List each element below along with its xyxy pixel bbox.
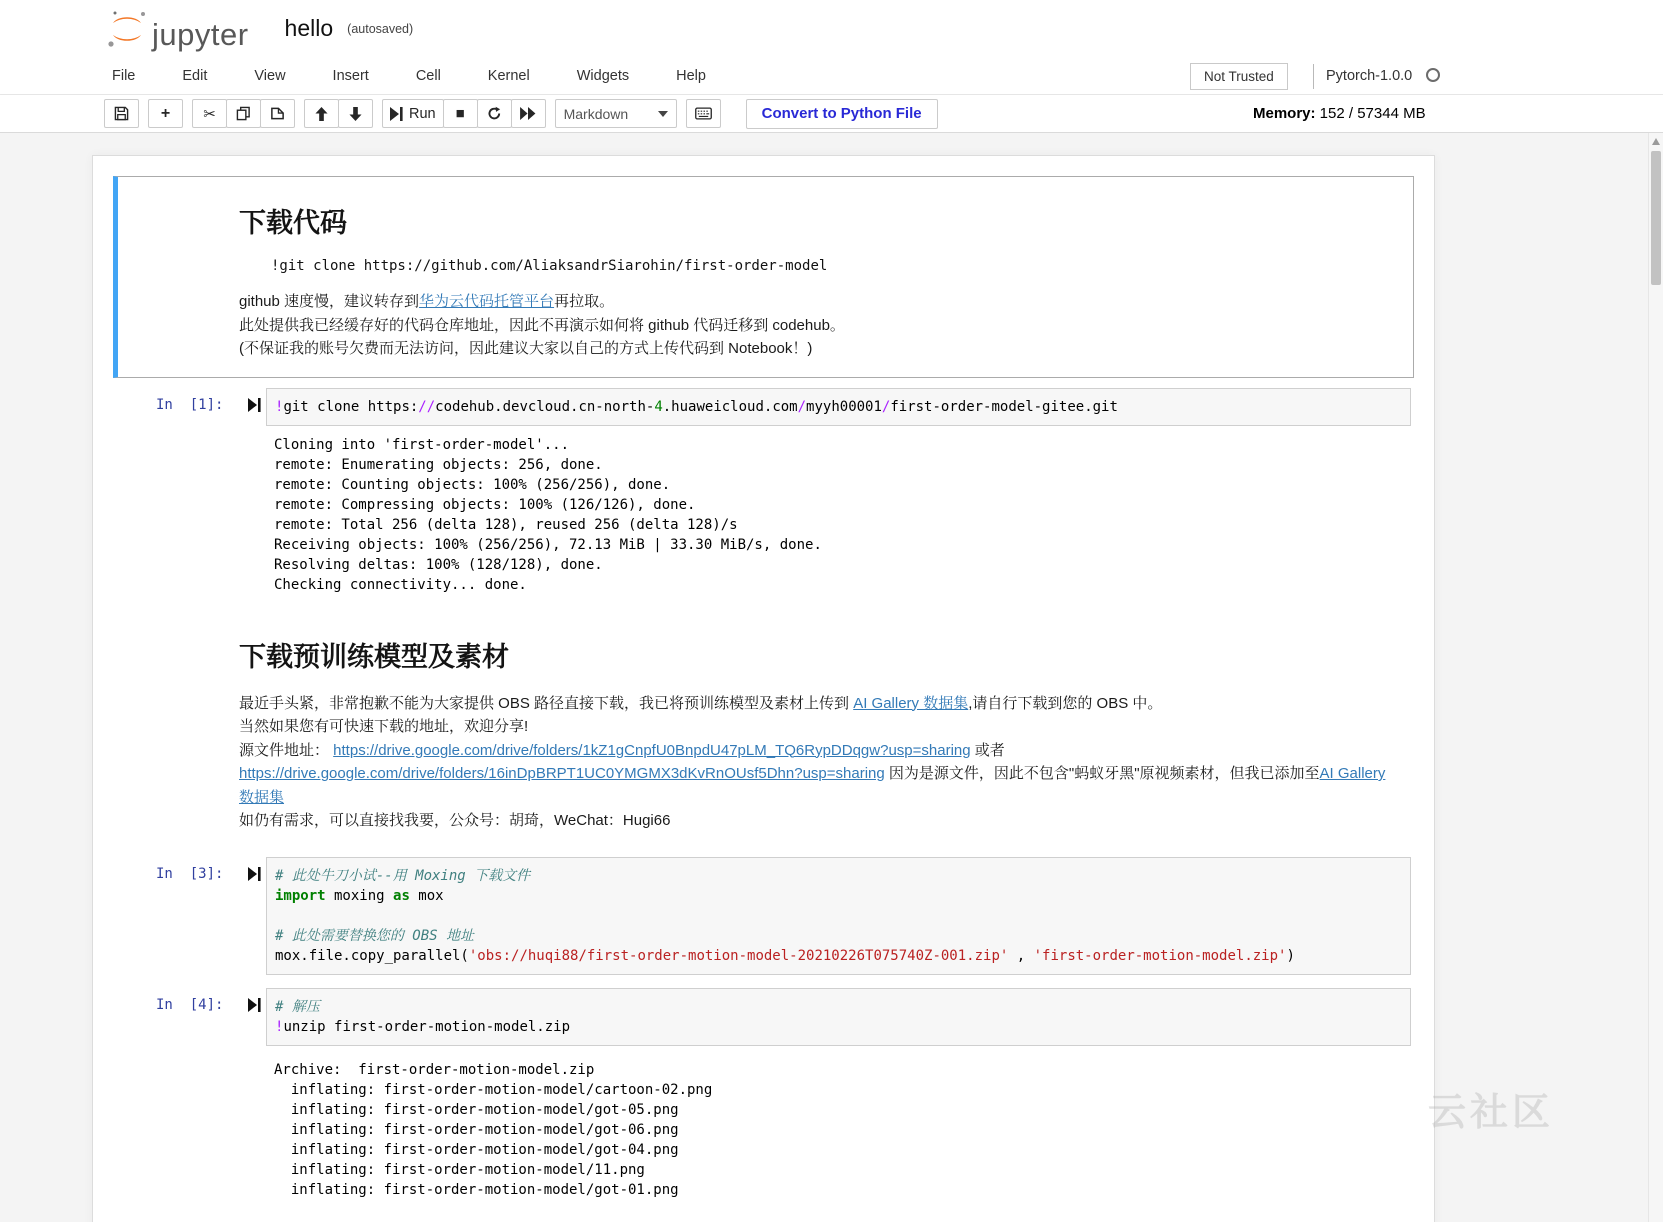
menu-cell[interactable]: Cell: [415, 67, 441, 84]
notebook-container: [92, 155, 1435, 1222]
code-line: [275, 906, 1402, 926]
trust-status-badge[interactable]: Not Trusted: [1190, 63, 1288, 90]
copy-icon: [236, 106, 251, 121]
cell-type-value: Markdown: [563, 105, 629, 122]
add-cell-button[interactable]: +: [148, 99, 183, 128]
menu-widgets[interactable]: Widgets: [576, 67, 630, 84]
output-line: Cloning into 'first-order-model'...: [274, 436, 570, 453]
output-line: Resolving deltas: 100% (128/128), done.: [274, 556, 603, 573]
step-run-icon: [248, 998, 261, 1012]
notebook-scroll-area: [0, 133, 1663, 1222]
scrollbar-up-arrow-icon[interactable]: [1652, 138, 1660, 145]
output-line: remote: Compressing objects: 100% (126/126), done.: [274, 496, 696, 513]
code-line: !unzip first-order-motion-model.zip: [275, 1018, 571, 1035]
fast-forward-icon: [520, 107, 536, 120]
run-label: Run: [409, 105, 436, 122]
cell-output-git-clone: [93, 426, 1434, 595]
notebook-header: [0, 0, 1663, 57]
code-cell-git-clone[interactable]: [113, 388, 1414, 426]
code-line: !git clone https://codehub.devcloud.cn-north-4.huaweicloud.com/myyh00001/first-order-model-gitee.git: [275, 398, 1118, 415]
code-input[interactable]: [266, 988, 1411, 1046]
interrupt-kernel-button[interactable]: ■: [443, 99, 478, 128]
output-line: Checking connectivity... done.: [274, 576, 527, 593]
step-run-icon: [248, 867, 261, 881]
menu-file[interactable]: File: [112, 67, 136, 84]
input-prompt: In [3]:: [156, 865, 224, 882]
markdown-code-block: !git clone https://github.com/AliaksandrSiarohin/first-order-model: [271, 258, 828, 274]
code-input[interactable]: [266, 388, 1411, 426]
markdown-link[interactable]: 华为云代码托管平台: [419, 293, 555, 310]
code-cell-moxing-download[interactable]: [113, 857, 1414, 975]
output-line: inflating: first-order-motion-model/got-06.png: [274, 1121, 679, 1138]
code-line: # 此处牛刀小试--用 Moxing 下载文件: [275, 867, 531, 884]
section-heading: 下载代码: [239, 208, 347, 238]
output-line: inflating: first-order-motion-model/got-01.png: [274, 1181, 679, 1198]
code-cell-unzip[interactable]: [113, 988, 1414, 1046]
restart-kernel-button[interactable]: [477, 99, 512, 128]
arrow-down-icon: [349, 107, 362, 121]
menu-view[interactable]: View: [254, 67, 286, 84]
move-cell-up-button[interactable]: [304, 99, 339, 128]
paste-cell-button[interactable]: [260, 99, 295, 128]
run-this-cell-button[interactable]: [248, 857, 266, 886]
step-run-icon: [248, 398, 261, 412]
copy-cell-button[interactable]: [226, 99, 261, 128]
cut-cell-button[interactable]: ✂: [192, 99, 227, 128]
convert-to-python-button[interactable]: Convert to Python File: [746, 99, 938, 129]
markdown-link[interactable]: AI Gallery 数据集: [853, 694, 969, 712]
output-line: inflating: first-order-motion-model/cartoon-02.png: [274, 1081, 713, 1098]
menu-kernel[interactable]: Kernel: [487, 67, 530, 84]
kernel-idle-icon: [1426, 68, 1440, 82]
code-input[interactable]: [266, 857, 1411, 975]
markdown-link[interactable]: AI Gallery 数据集: [239, 765, 1386, 806]
code-line: # 解压: [275, 998, 320, 1015]
markdown-link[interactable]: https://drive.google.com/drive/folders/1kZ1gCnpfU0BnpdU47pLM_TQ6RypDDqgw?usp=sharing: [333, 741, 971, 759]
markdown-cell-download-code[interactable]: [113, 176, 1414, 378]
run-icon: [390, 107, 403, 121]
code-line: import moxing as mox: [275, 887, 444, 904]
cell-type-dropdown[interactable]: [555, 99, 677, 128]
output-line: Archive: first-order-motion-model.zip: [274, 1061, 595, 1078]
markdown-cell-download-model[interactable]: [113, 613, 1414, 843]
restart-icon: [487, 106, 502, 121]
run-cell-button[interactable]: [382, 99, 444, 128]
output-line: inflating: first-order-motion-model/11.png: [274, 1161, 645, 1178]
toolbar: [0, 95, 1663, 133]
code-line: mox.file.copy_parallel('obs://huqi88/first-order-motion-model-20210226T075740Z-001.zip' , 'first-order-motion-model.zip'): [275, 947, 1295, 964]
kernel-name: Pytorch-1.0.0: [1326, 68, 1413, 84]
menu-help[interactable]: Help: [676, 67, 706, 84]
jupyter-planet-icon: [104, 8, 150, 50]
menubar: [0, 57, 1663, 95]
notebook-title[interactable]: hello: [284, 15, 334, 41]
chevron-down-icon: [658, 111, 668, 117]
markdown-paragraph: 如仍有需求，可以直接找我要，公众号：胡琦，WeChat：Hugi66: [239, 812, 671, 829]
command-palette-button[interactable]: [686, 99, 721, 128]
markdown-paragraph: 当然如果您有可快速下载的地址，欢迎分享!: [239, 718, 529, 735]
input-prompt: In [4]:: [156, 996, 224, 1013]
vertical-scrollbar[interactable]: [1648, 133, 1663, 1222]
output-line: inflating: first-order-motion-model/got-04.png: [274, 1141, 679, 1158]
markdown-paragraph: 源文件地址： https://drive.google.com/drive/folders/1kZ1gCnpfU0BnpdU47pLM_TQ6RypDDqgw?usp=sharing 或者: [239, 741, 1005, 759]
code-line: # 此处需要替换您的 OBS 地址: [275, 927, 475, 944]
scrollbar-thumb[interactable]: [1651, 151, 1661, 285]
save-icon: [114, 106, 129, 121]
kernel-separator: [1313, 64, 1314, 89]
output-line: remote: Counting objects: 100% (256/256), done.: [274, 476, 671, 493]
community-watermark: 云社区: [1428, 1092, 1555, 1134]
run-this-cell-button[interactable]: [248, 988, 266, 1017]
save-button[interactable]: [104, 99, 139, 128]
menu-insert[interactable]: Insert: [332, 67, 369, 84]
keyboard-icon: [695, 107, 712, 120]
restart-run-all-button[interactable]: [511, 99, 546, 128]
memory-value: 152 / 57344 MB: [1315, 105, 1426, 122]
jupyter-logo[interactable]: [104, 8, 249, 50]
paste-icon: [270, 106, 285, 121]
run-this-cell-button[interactable]: [248, 388, 266, 417]
markdown-paragraph: https://drive.google.com/drive/folders/16inDpBRPT1UC0YMGMX3dKvRnOUsf5Dhn?usp=sharing 因为是源文件，因此不包含"蚂蚁牙黑"原视频素材，但我已添加至AI Gallery 数据集: [239, 765, 1386, 806]
cell-output-unzip: [93, 1046, 1434, 1200]
output-line: Receiving objects: 100% (256/256), 72.13 MiB | 33.30 MiB/s, done.: [274, 536, 822, 553]
input-prompt: In [1]:: [156, 396, 224, 413]
output-line: remote: Total 256 (delta 128), reused 256 (delta 128)/s: [274, 516, 738, 533]
move-cell-down-button[interactable]: [338, 99, 373, 128]
autosave-status: (autosaved): [347, 21, 414, 36]
logo-wordmark: jupyter: [152, 16, 249, 52]
memory-usage: [1253, 105, 1426, 122]
arrow-up-icon: [315, 107, 328, 121]
section-heading: 下载预训练模型及素材: [239, 641, 509, 672]
markdown-paragraph: (不保证我的账号欠费而无法访问，因此建议大家以自己的方式上传代码到 Notebook！): [239, 340, 813, 357]
markdown-link[interactable]: https://drive.google.com/drive/folders/16inDpBRPT1UC0YMGMX3dKvRnOUsf5Dhn?usp=sharing: [239, 765, 885, 782]
output-line: inflating: first-order-motion-model/got-05.png: [274, 1101, 679, 1118]
markdown-paragraph: 此处提供我已经缓存好的代码仓库地址，因此不再演示如何将 github 代码迁移到 codehub。: [239, 316, 845, 334]
markdown-paragraph: github 速度慢，建议转存到华为云代码托管平台再拉取。: [239, 293, 615, 310]
memory-label: Memory:: [1253, 105, 1316, 122]
markdown-paragraph: 最近手头紧，非常抱歉不能为大家提供 OBS 路径直接下载，我已将预训练模型及素材上传到 AI Gallery 数据集,请自行下载到您的 OBS 中。: [239, 694, 1163, 712]
output-line: remote: Enumerating objects: 256, done.: [274, 456, 603, 473]
menu-edit[interactable]: Edit: [182, 67, 208, 84]
